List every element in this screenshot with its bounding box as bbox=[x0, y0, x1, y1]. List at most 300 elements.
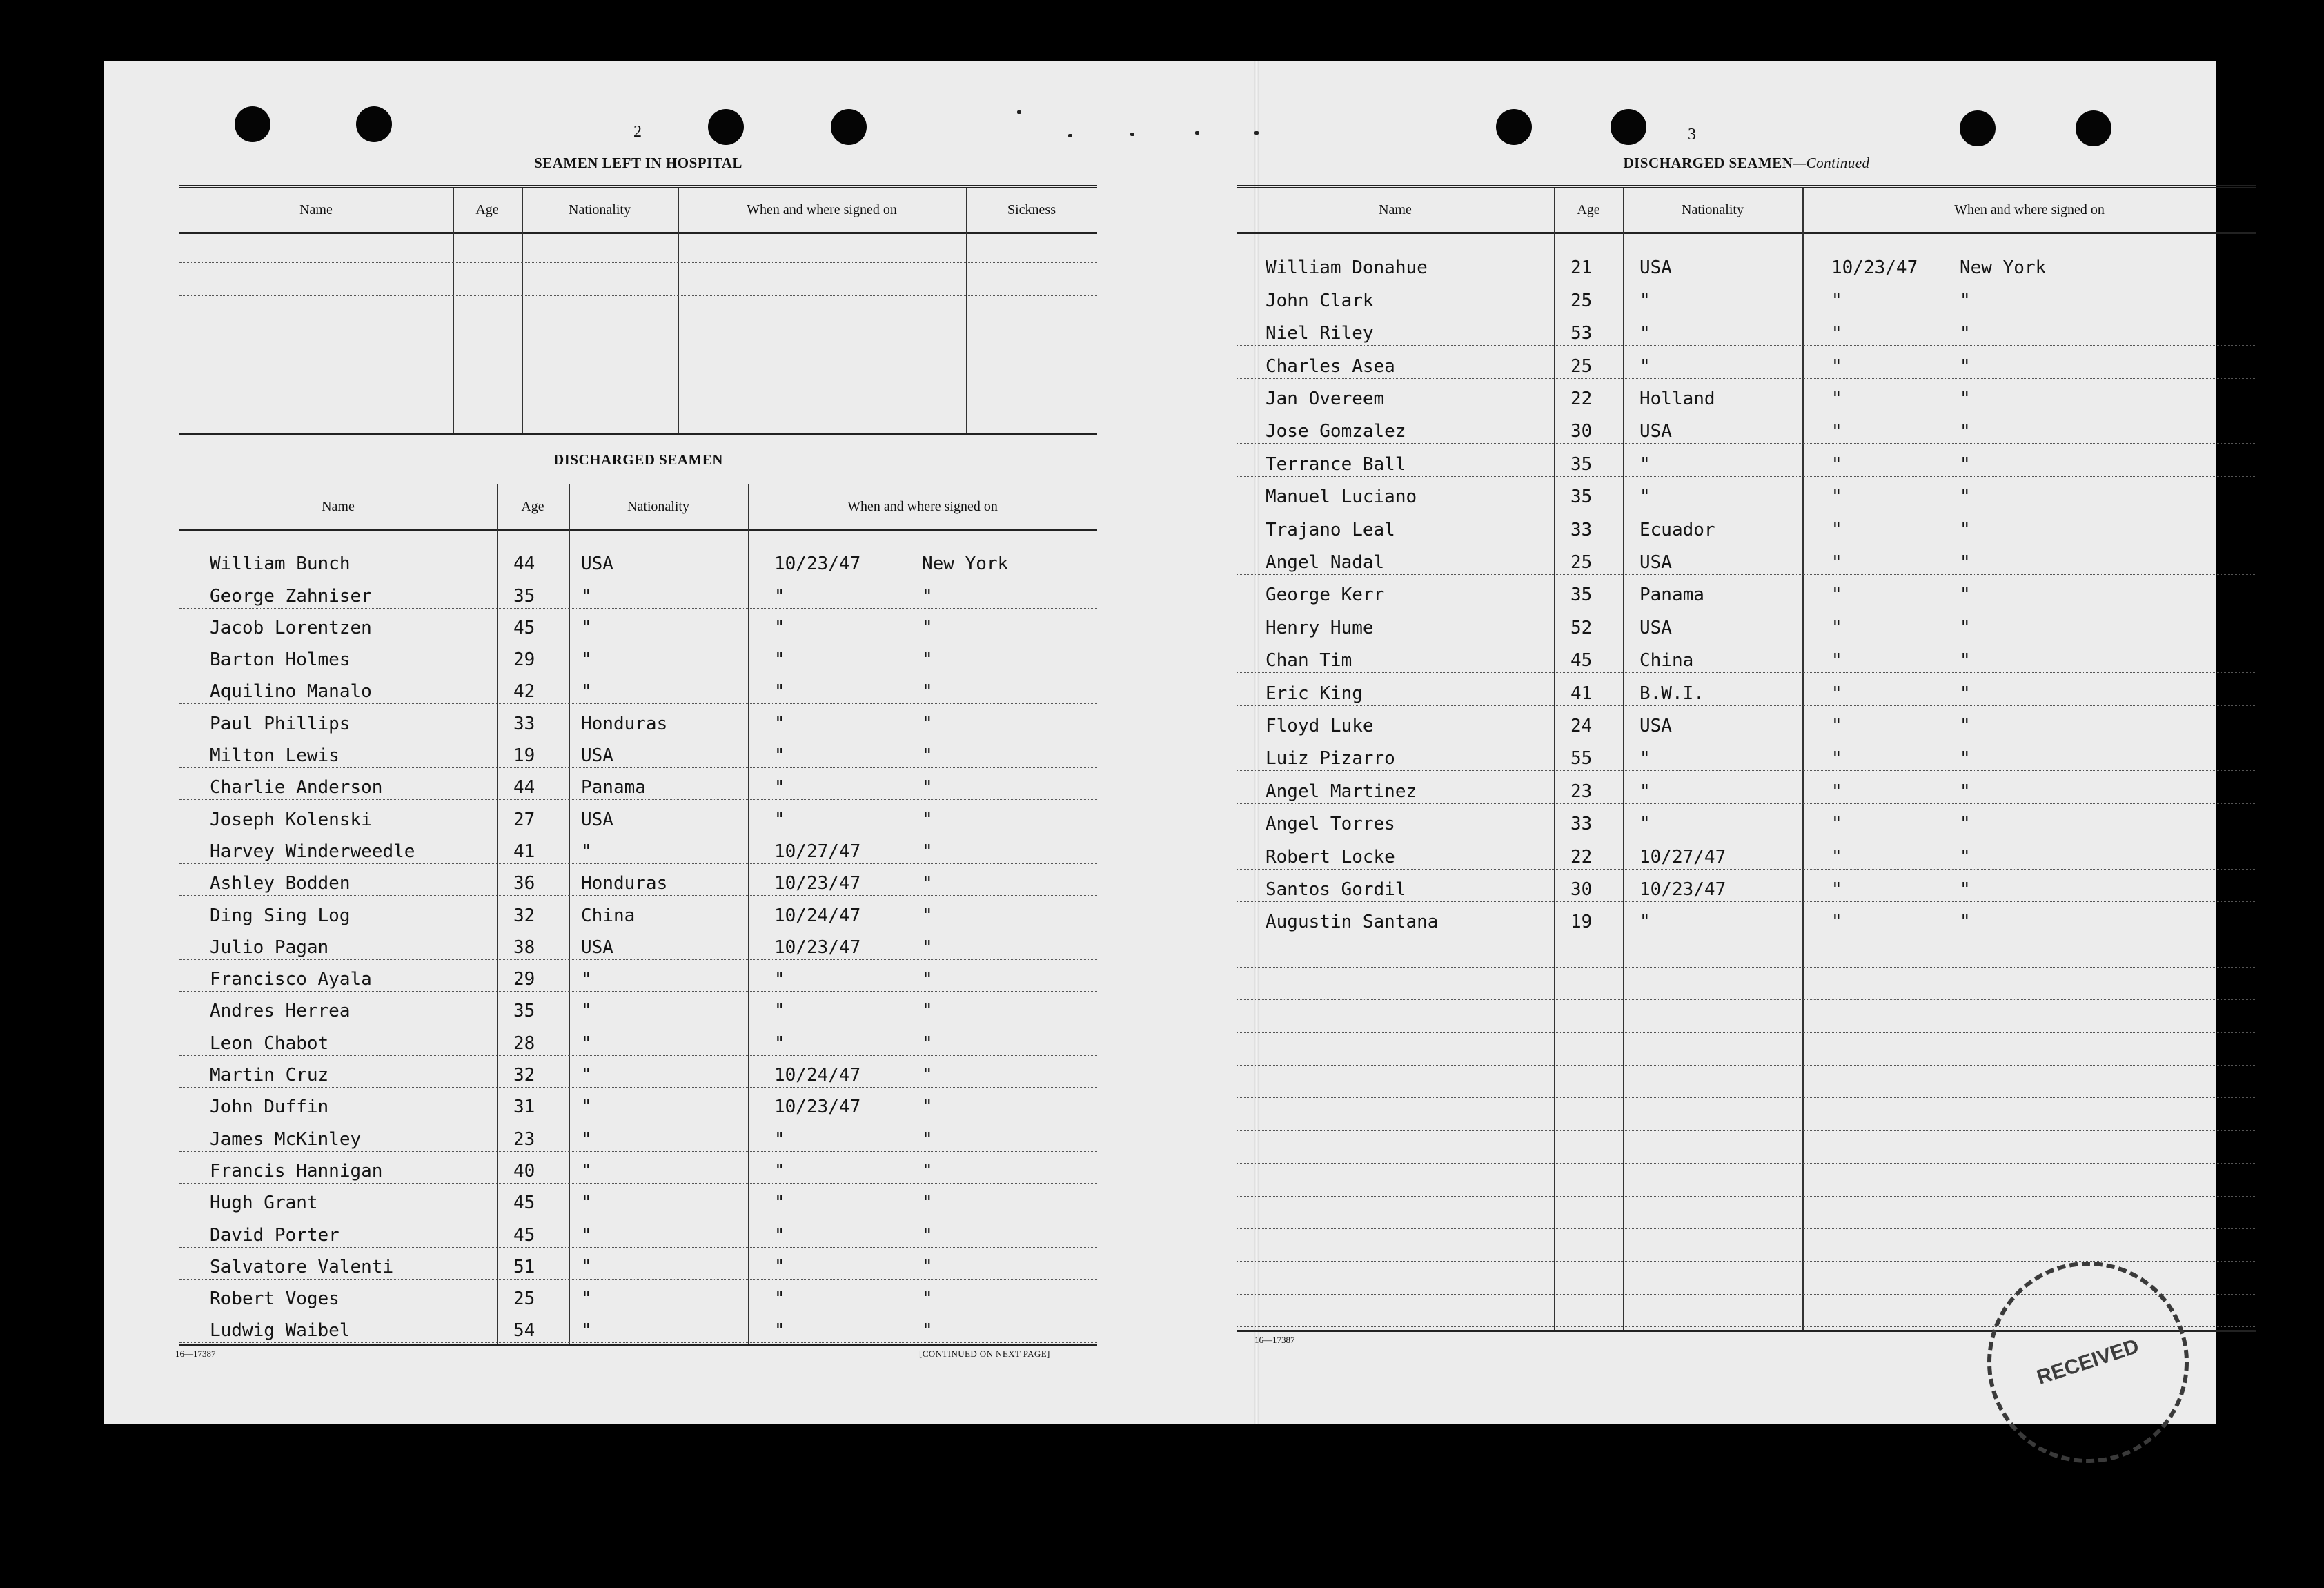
seaman-nationality: " bbox=[1639, 814, 1651, 835]
signed-on-place: " bbox=[922, 585, 933, 607]
seaman-nationality: " bbox=[581, 649, 592, 671]
seaman-age: 31 bbox=[513, 1097, 535, 1118]
signed-on-date: " bbox=[774, 649, 785, 671]
blank-row bbox=[179, 330, 1097, 362]
seaman-nationality: China bbox=[1639, 650, 1694, 672]
seaman-name: Angel Torres bbox=[1266, 814, 1395, 835]
seaman-name: Paul Phillips bbox=[210, 713, 351, 734]
table-row bbox=[1237, 443, 2256, 476]
punch-hole bbox=[708, 109, 744, 145]
signed-on-place: " bbox=[1960, 519, 1971, 540]
seaman-name: George Kerr bbox=[1266, 585, 1385, 606]
signed-on-place: " bbox=[1960, 912, 1971, 933]
signed-on-place: " bbox=[1960, 814, 1971, 835]
seaman-name: Augustin Santana bbox=[1266, 912, 1439, 933]
signed-on-date: " bbox=[1831, 323, 1842, 344]
seaman-age: 33 bbox=[1570, 519, 1593, 540]
signed-on-place: " bbox=[1960, 421, 1971, 442]
table-row bbox=[1237, 672, 2256, 705]
seaman-age: 19 bbox=[1570, 912, 1593, 933]
signed-on-date: " bbox=[1831, 421, 1842, 442]
col-header-age: Age bbox=[521, 498, 544, 514]
seaman-age: 40 bbox=[513, 1160, 535, 1182]
seaman-nationality: " bbox=[581, 617, 592, 638]
title-continued: —Continued bbox=[1793, 155, 1870, 171]
seaman-name: Floyd Luke bbox=[1266, 715, 1374, 736]
seaman-age: 52 bbox=[1570, 617, 1593, 638]
signed-on-date: " bbox=[774, 1256, 785, 1277]
seaman-name: John Duffin bbox=[210, 1097, 329, 1118]
seaman-age: 33 bbox=[513, 713, 535, 734]
table-row bbox=[1237, 280, 2256, 313]
seaman-nationality: " bbox=[1639, 748, 1651, 770]
seaman-nationality: " bbox=[581, 1320, 592, 1342]
seaman-age: 44 bbox=[513, 777, 535, 798]
signed-on-date: " bbox=[774, 681, 785, 703]
seaman-age: 22 bbox=[1570, 388, 1593, 409]
signed-on-place: " bbox=[1960, 879, 1971, 900]
seaman-nationality: Panama bbox=[1639, 585, 1704, 606]
col-header-signed-on: When and where signed on bbox=[1954, 202, 2105, 217]
seaman-name: Robert Locke bbox=[1266, 846, 1395, 867]
seaman-name: Salvatore Valenti bbox=[210, 1256, 394, 1277]
table-row bbox=[179, 959, 1097, 992]
seaman-name: Henry Hume bbox=[1266, 617, 1374, 638]
blank-row bbox=[179, 396, 1097, 427]
seaman-age: 33 bbox=[1570, 814, 1593, 835]
blank-row bbox=[179, 264, 1097, 296]
signed-on-date: " bbox=[774, 1128, 785, 1150]
seaman-name: William Donahue bbox=[1266, 257, 1428, 279]
table-row bbox=[179, 863, 1097, 896]
signed-on-place: " bbox=[922, 1256, 933, 1277]
signed-on-date: " bbox=[1831, 912, 1842, 933]
signed-on-date: " bbox=[774, 1320, 785, 1342]
signed-on-place: " bbox=[922, 873, 933, 894]
seaman-age: 32 bbox=[513, 905, 535, 926]
table-row bbox=[179, 1279, 1097, 1311]
seaman-nationality: Honduras bbox=[581, 713, 668, 734]
signed-on-place: " bbox=[1960, 487, 1971, 508]
table-row bbox=[179, 1311, 1097, 1343]
seaman-age: 23 bbox=[1570, 781, 1593, 802]
seaman-age: 19 bbox=[513, 745, 535, 767]
signed-on-date: " bbox=[1831, 519, 1842, 540]
seaman-nationality: USA bbox=[581, 809, 613, 830]
signed-on-place: " bbox=[1960, 617, 1971, 638]
seaman-nationality: " bbox=[1639, 781, 1651, 802]
punch-hole bbox=[356, 106, 392, 142]
hospital-section-title: SEAMEN LEFT IN HOSPITAL bbox=[534, 155, 742, 171]
signed-on-place: " bbox=[922, 745, 933, 767]
seaman-name: Angel Martinez bbox=[1266, 781, 1417, 802]
seaman-age: 25 bbox=[1570, 355, 1593, 377]
seaman-nationality: 10/23/47 bbox=[1639, 879, 1726, 900]
seaman-nationality: USA bbox=[581, 745, 613, 767]
seaman-name: Ding Sing Log bbox=[210, 905, 351, 926]
signed-on-date: " bbox=[774, 1001, 785, 1022]
table-row bbox=[179, 799, 1097, 832]
signed-on-date: 10/24/47 bbox=[774, 905, 861, 926]
signed-on-date: " bbox=[1831, 487, 1842, 508]
seaman-age: 30 bbox=[1570, 879, 1593, 900]
signed-on-date: " bbox=[774, 713, 785, 734]
seaman-nationality: " bbox=[581, 1097, 592, 1118]
signed-on-place: " bbox=[922, 1320, 933, 1342]
signed-on-place: " bbox=[922, 1097, 933, 1118]
table-row bbox=[1237, 378, 2256, 411]
seaman-age: 24 bbox=[1570, 715, 1593, 736]
table-row bbox=[1237, 770, 2256, 803]
seaman-age: 36 bbox=[513, 873, 535, 894]
seaman-nationality: " bbox=[1639, 912, 1651, 933]
signed-on-place: " bbox=[1960, 781, 1971, 802]
signed-on-place: " bbox=[1960, 323, 1971, 344]
blank-row bbox=[1237, 1065, 2256, 1098]
seaman-name: Chan Tim bbox=[1266, 650, 1352, 672]
table-row bbox=[1237, 803, 2256, 836]
signed-on-place: " bbox=[1960, 748, 1971, 770]
seaman-name: Aquilino Manalo bbox=[210, 681, 372, 703]
signed-on-date: " bbox=[774, 777, 785, 798]
seaman-name: Ludwig Waibel bbox=[210, 1320, 351, 1342]
seaman-nationality: " bbox=[581, 841, 592, 862]
seaman-nationality: China bbox=[581, 905, 636, 926]
seaman-age: 45 bbox=[513, 1193, 535, 1214]
signed-on-date: 10/23/47 bbox=[774, 1097, 861, 1118]
seaman-name: Angel Nadal bbox=[1266, 551, 1385, 573]
blank-row bbox=[179, 297, 1097, 329]
seaman-name: Andres Herrea bbox=[210, 1001, 351, 1022]
signed-on-date: 10/27/47 bbox=[774, 841, 861, 862]
seaman-nationality: USA bbox=[581, 937, 613, 958]
table-row bbox=[179, 1087, 1097, 1119]
signed-on-place: " bbox=[922, 809, 933, 830]
seaman-nationality: Honduras bbox=[581, 873, 668, 894]
seaman-nationality: " bbox=[581, 1128, 592, 1150]
punch-hole bbox=[2076, 110, 2111, 146]
seaman-nationality: Ecuador bbox=[1639, 519, 1715, 540]
signed-on-date: " bbox=[774, 617, 785, 638]
discharged-table-header bbox=[179, 484, 1097, 531]
signed-on-date: 10/23/47 bbox=[774, 873, 861, 894]
signed-on-place: " bbox=[1960, 650, 1971, 672]
seaman-age: 35 bbox=[513, 1001, 535, 1022]
seaman-nationality: " bbox=[581, 585, 592, 607]
signed-on-place: " bbox=[922, 1128, 933, 1150]
seaman-nationality: " bbox=[581, 1001, 592, 1022]
signed-on-date: " bbox=[774, 809, 785, 830]
continued-note: [CONTINUED ON NEXT PAGE] bbox=[919, 1349, 1050, 1359]
seaman-name: Niel Riley bbox=[1266, 323, 1374, 344]
signed-on-date: " bbox=[1831, 355, 1842, 377]
signed-on-date: 10/23/47 bbox=[774, 937, 861, 958]
seaman-nationality: " bbox=[581, 1193, 592, 1214]
ink-speck bbox=[1130, 133, 1134, 136]
seaman-age: 44 bbox=[513, 553, 535, 575]
seaman-age: 45 bbox=[513, 617, 535, 638]
punch-hole bbox=[1960, 110, 1996, 146]
punch-hole bbox=[1496, 109, 1532, 145]
seaman-age: 35 bbox=[513, 585, 535, 607]
ink-speck bbox=[1068, 134, 1072, 137]
seaman-nationality: Holland bbox=[1639, 388, 1715, 409]
signed-on-place: " bbox=[922, 1160, 933, 1182]
seaman-nationality: " bbox=[1639, 290, 1651, 311]
signed-on-date: " bbox=[774, 1224, 785, 1246]
seaman-age: 25 bbox=[1570, 290, 1593, 311]
signed-on-date: " bbox=[774, 1160, 785, 1182]
signed-on-place: " bbox=[922, 937, 933, 958]
seaman-age: 25 bbox=[513, 1288, 535, 1310]
table-row bbox=[1237, 705, 2256, 738]
seaman-nationality: USA bbox=[1639, 257, 1672, 279]
signed-on-date: " bbox=[1831, 388, 1842, 409]
signed-on-place: " bbox=[922, 1224, 933, 1246]
blank-row bbox=[1237, 1130, 2256, 1164]
col-header-age: Age bbox=[1577, 202, 1600, 217]
seaman-name: Francis Hannigan bbox=[210, 1160, 383, 1182]
signed-on-date: " bbox=[1831, 814, 1842, 835]
discharged-continued-title bbox=[1237, 155, 2256, 172]
seaman-name: John Clark bbox=[1266, 290, 1374, 311]
ink-speck bbox=[1195, 131, 1199, 135]
col-header-sickness: Sickness bbox=[1007, 202, 1056, 217]
signed-on-date: " bbox=[1831, 585, 1842, 606]
table-row bbox=[179, 1215, 1097, 1247]
seaman-name: Charlie Anderson bbox=[210, 777, 383, 798]
blank-row bbox=[1237, 999, 2256, 1032]
seaman-nationality: " bbox=[1639, 453, 1651, 475]
table-row bbox=[1237, 509, 2256, 542]
col-header-name: Name bbox=[299, 202, 333, 217]
seaman-name: Barton Holmes bbox=[210, 649, 351, 671]
page-number-left: 2 bbox=[633, 123, 642, 141]
seaman-nationality: " bbox=[1639, 323, 1651, 344]
blank-row bbox=[1237, 1163, 2256, 1196]
signed-on-date: " bbox=[774, 1288, 785, 1310]
seaman-age: 23 bbox=[513, 1128, 535, 1150]
seaman-age: 29 bbox=[513, 649, 535, 671]
table-row bbox=[179, 991, 1097, 1023]
table-row bbox=[179, 1247, 1097, 1280]
seaman-nationality: " bbox=[1639, 487, 1651, 508]
signed-on-date: " bbox=[1831, 846, 1842, 867]
blank-row bbox=[1237, 934, 2256, 967]
seaman-age: 45 bbox=[1570, 650, 1593, 672]
seaman-name: Martin Cruz bbox=[210, 1065, 329, 1086]
signed-on-place: New York bbox=[922, 553, 1009, 575]
signed-on-place: " bbox=[1960, 388, 1971, 409]
signed-on-place: " bbox=[922, 1288, 933, 1310]
col-header-name: Name bbox=[322, 498, 355, 514]
seaman-age: 32 bbox=[513, 1065, 535, 1086]
seaman-name: Jan Overeem bbox=[1266, 388, 1385, 409]
seaman-name: Charles Asea bbox=[1266, 355, 1395, 377]
signed-on-date: 10/23/47 bbox=[774, 553, 861, 575]
seaman-name: Leon Chabot bbox=[210, 1032, 329, 1054]
seaman-age: 21 bbox=[1570, 257, 1593, 279]
signed-on-date: " bbox=[1831, 748, 1842, 770]
signed-on-date: " bbox=[1831, 650, 1842, 672]
table-row bbox=[179, 544, 1097, 576]
table-row bbox=[1237, 901, 2256, 934]
table-row bbox=[1237, 574, 2256, 607]
discharged-section-title: DISCHARGED SEAMEN bbox=[553, 451, 723, 468]
signed-on-place: " bbox=[922, 617, 933, 638]
signed-on-place: " bbox=[1960, 846, 1971, 867]
col-header-nationality: Nationality bbox=[627, 498, 689, 514]
table-row bbox=[179, 1055, 1097, 1088]
seaman-name: James McKinley bbox=[210, 1128, 362, 1150]
seaman-name: Ashley Bodden bbox=[210, 873, 351, 894]
seaman-age: 45 bbox=[513, 1224, 535, 1246]
seaman-name: Francisco Ayala bbox=[210, 969, 372, 990]
signed-on-date: " bbox=[1831, 781, 1842, 802]
signed-on-place: " bbox=[922, 1001, 933, 1022]
signed-on-place: " bbox=[1960, 453, 1971, 475]
signed-on-place: " bbox=[1960, 683, 1971, 704]
table-row bbox=[179, 1151, 1097, 1184]
seaman-name: Jose Gomzalez bbox=[1266, 421, 1406, 442]
seaman-nationality: " bbox=[581, 1288, 592, 1310]
table-row bbox=[1237, 542, 2256, 575]
seaman-age: 53 bbox=[1570, 323, 1593, 344]
seaman-age: 30 bbox=[1570, 421, 1593, 442]
seaman-nationality: " bbox=[581, 681, 592, 703]
table-row bbox=[1237, 869, 2256, 902]
col-header-nationality: Nationality bbox=[1682, 202, 1744, 217]
table-row bbox=[1237, 345, 2256, 378]
seaman-name: Robert Voges bbox=[210, 1288, 339, 1310]
table-row bbox=[179, 704, 1097, 736]
signed-on-date: " bbox=[1831, 453, 1842, 475]
signed-on-place: " bbox=[1960, 715, 1971, 736]
seaman-age: 42 bbox=[513, 681, 535, 703]
signed-on-place: " bbox=[922, 777, 933, 798]
seaman-age: 41 bbox=[1570, 683, 1593, 704]
signed-on-place: " bbox=[922, 681, 933, 703]
table-row bbox=[179, 736, 1097, 768]
seaman-name: Terrance Ball bbox=[1266, 453, 1406, 475]
hospital-table bbox=[179, 185, 1097, 435]
signed-on-place: New York bbox=[1960, 257, 2047, 279]
seaman-name: Milton Lewis bbox=[210, 745, 339, 767]
page-number-right: 3 bbox=[1688, 126, 1696, 144]
signed-on-date: " bbox=[1831, 290, 1842, 311]
signed-on-date: " bbox=[774, 969, 785, 990]
seaman-name: Jacob Lorentzen bbox=[210, 617, 372, 638]
seaman-age: 35 bbox=[1570, 585, 1593, 606]
seaman-name: Luiz Pizarro bbox=[1266, 748, 1395, 770]
title-main: DISCHARGED SEAMEN bbox=[1623, 155, 1793, 171]
seaman-age: 41 bbox=[513, 841, 535, 862]
stamp-text: RECEIVED bbox=[2034, 1335, 2142, 1389]
table-row bbox=[179, 1023, 1097, 1056]
signed-on-place: " bbox=[922, 649, 933, 671]
seaman-age: 25 bbox=[1570, 551, 1593, 573]
signed-on-place: " bbox=[922, 841, 933, 862]
seaman-age: 51 bbox=[513, 1256, 535, 1277]
signed-on-date: " bbox=[774, 745, 785, 767]
seaman-nationality: USA bbox=[1639, 715, 1672, 736]
table-row bbox=[1237, 411, 2256, 444]
seaman-nationality: B.W.I. bbox=[1639, 683, 1704, 704]
seaman-name: Hugh Grant bbox=[210, 1193, 318, 1214]
seaman-name: Eric King bbox=[1266, 683, 1363, 704]
blank-row bbox=[179, 363, 1097, 395]
table-row bbox=[1237, 313, 2256, 346]
seaman-nationality: USA bbox=[1639, 421, 1672, 442]
form-code-right: 16—17387 bbox=[1254, 1335, 1295, 1345]
seaman-name: David Porter bbox=[210, 1224, 339, 1246]
seaman-name: William Bunch bbox=[210, 553, 351, 575]
seaman-age: 27 bbox=[513, 809, 535, 830]
table-row bbox=[179, 895, 1097, 928]
blank-row bbox=[1237, 1032, 2256, 1066]
seaman-name: Harvey Winderweedle bbox=[210, 841, 415, 862]
signed-on-date: " bbox=[1831, 715, 1842, 736]
signed-on-place: " bbox=[1960, 355, 1971, 377]
signed-on-place: " bbox=[1960, 585, 1971, 606]
blank-row bbox=[1237, 967, 2256, 1000]
punch-hole bbox=[235, 106, 270, 142]
col-header-signed-on: When and where signed on bbox=[747, 202, 897, 217]
col-header-nationality: Nationality bbox=[569, 202, 631, 217]
seaman-nationality: " bbox=[581, 1065, 592, 1086]
table-row bbox=[1237, 738, 2256, 771]
seaman-nationality: " bbox=[1639, 355, 1651, 377]
signed-on-place: " bbox=[922, 969, 933, 990]
discharged-table-right bbox=[1237, 185, 2256, 1332]
table-row bbox=[179, 576, 1097, 608]
signed-on-date: 10/24/47 bbox=[774, 1065, 861, 1086]
blank-row bbox=[1237, 1097, 2256, 1130]
punch-hole bbox=[831, 109, 867, 145]
table-row bbox=[179, 928, 1097, 960]
form-code-left: 16—17387 bbox=[175, 1349, 216, 1359]
seaman-nationality: USA bbox=[1639, 551, 1672, 573]
signed-on-date: " bbox=[774, 585, 785, 607]
signed-on-date: " bbox=[1831, 617, 1842, 638]
signed-on-date: " bbox=[1831, 683, 1842, 704]
col-header-age: Age bbox=[475, 202, 499, 217]
signed-on-place: " bbox=[922, 1032, 933, 1054]
seaman-name: George Zahniser bbox=[210, 585, 372, 607]
blank-row bbox=[179, 250, 1097, 263]
seaman-name: Trajano Leal bbox=[1266, 519, 1395, 540]
seaman-nationality: USA bbox=[581, 553, 613, 575]
table-row bbox=[179, 767, 1097, 800]
table-row bbox=[179, 672, 1097, 704]
table-row bbox=[179, 608, 1097, 640]
table-row bbox=[1237, 476, 2256, 509]
blank-row bbox=[1237, 1228, 2256, 1262]
seaman-name: Joseph Kolenski bbox=[210, 809, 372, 830]
seaman-nationality: " bbox=[581, 1160, 592, 1182]
signed-on-place: " bbox=[922, 713, 933, 734]
table-row bbox=[1237, 836, 2256, 869]
seaman-age: 54 bbox=[513, 1320, 535, 1342]
discharged-table-left bbox=[179, 482, 1097, 1346]
col-header-signed-on: When and where signed on bbox=[847, 498, 998, 514]
blank-row bbox=[1237, 1196, 2256, 1229]
table-row bbox=[179, 640, 1097, 672]
signed-on-date: 10/23/47 bbox=[1831, 257, 1918, 279]
seaman-age: 28 bbox=[513, 1032, 535, 1054]
seaman-nationality: 10/27/47 bbox=[1639, 846, 1726, 867]
table-row bbox=[179, 832, 1097, 864]
